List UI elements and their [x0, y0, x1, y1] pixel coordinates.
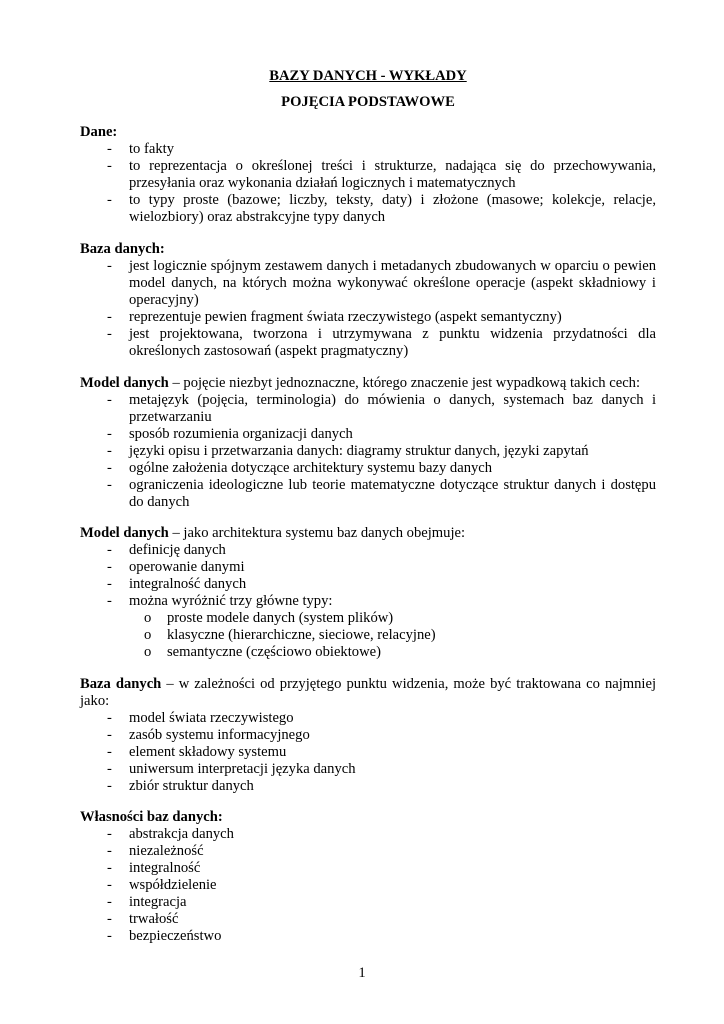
list-item: - definicję danych — [80, 542, 656, 559]
section-heading: Dane: — [80, 124, 118, 140]
list-item: - jest projektowana, tworzona i utrzymywana z punktu widzenia przydatności dla określonych zastosowań (aspekt pragmatyczny) — [80, 326, 656, 360]
term: Model danych — [80, 375, 169, 391]
list-item: - integralność danych — [80, 576, 656, 593]
list-item: - integralność — [80, 860, 656, 877]
sub-list-item: o semantyczne (częściowo obiektowe) — [80, 644, 656, 661]
list-item: - model świata rzeczywistego — [80, 710, 656, 727]
section-intro — [80, 525, 656, 542]
list-item: - można wyróżnić trzy główne typy: — [80, 593, 656, 610]
section-dane — [80, 124, 656, 226]
list-item: - jest logicznie spójnym zestawem danych i metadanych zbudowanych w oparciu o pewien model danych, na których można wykonywać określone operacje (aspekt składniowy i operacyjny) — [80, 258, 656, 309]
bullet-list — [80, 392, 656, 511]
list-item: - to fakty — [80, 141, 656, 158]
document-subtitle: POJĘCIA PODSTAWOWE — [281, 94, 455, 110]
list-item: - uniwersum interpretacji języka danych — [80, 761, 656, 778]
term: Baza danych — [80, 676, 162, 692]
section-baza-danych — [80, 241, 656, 360]
list-item: - integracja — [80, 894, 656, 911]
section-model-danych-architektura — [80, 525, 656, 661]
list-item: - trwałość — [80, 911, 656, 928]
section-baza-danych-punkt-widzenia — [80, 676, 656, 795]
section-intro — [80, 375, 656, 392]
bullet-list — [80, 542, 656, 661]
section-intro — [80, 676, 656, 710]
term-description: – jako architektura systemu baz danych obejmuje: — [168, 525, 466, 541]
section-heading: Baza danych: — [80, 241, 165, 257]
term: Model danych — [80, 525, 169, 541]
list-item: - ograniczenia ideologiczne lub teorie matematyczne dotyczące struktur danych i dostępu do danych — [80, 477, 656, 511]
section-heading: Własności baz danych: — [80, 809, 223, 825]
list-item: - to reprezentacja o określonej treści i strukturze, nadająca się do przechowywania, przesyłania oraz wykonania działań logicznych i matematycznych — [80, 158, 656, 192]
list-item: - zbiór struktur danych — [80, 778, 656, 795]
list-item: - metajęzyk (pojęcia, terminologia) do mówienia o danych, systemach baz danych i przetwarzaniu — [80, 392, 656, 426]
sub-list-item: o proste modele danych (system plików) — [80, 610, 656, 627]
list-item: - element składowy systemu — [80, 744, 656, 761]
list-item: - reprezentuje pewien fragment świata rzeczywistego (aspekt semantyczny) — [80, 309, 656, 326]
document-title: BAZY DANYCH - WYKŁADY — [269, 68, 467, 84]
section-model-danych-cechy — [80, 375, 656, 511]
bullet-list — [80, 141, 656, 226]
list-item: - języki opisu i przetwarzania danych: diagramy struktur danych, języki zapytań — [80, 443, 656, 460]
list-item: - operowanie danymi — [80, 559, 656, 576]
term-description: – pojęcie niezbyt jednoznaczne, którego znaczenie jest wypadkową takich cech: — [168, 375, 641, 391]
term-description: – w zależności od przyjętego punktu widzenia, może być traktowana co najmniej jako: — [80, 676, 657, 709]
list-item: - współdzielenie — [80, 877, 656, 894]
list-item: - abstrakcja danych — [80, 826, 656, 843]
list-item: - sposób rozumienia organizacji danych — [80, 426, 656, 443]
list-item: - to typy proste (bazowe; liczby, teksty, daty) i złożone (masowe; kolekcje, relacje, wielozbiory) oraz abstrakcyjne typy danych — [80, 192, 656, 226]
bullet-list — [80, 710, 656, 795]
list-item: - ogólne założenia dotyczące architektury systemu bazy danych — [80, 460, 656, 477]
bullet-list — [80, 258, 656, 360]
page-number: 1 — [358, 965, 366, 981]
section-wlasnosci — [80, 809, 656, 945]
sub-list-item: o klasyczne (hierarchiczne, sieciowe, relacyjne) — [80, 627, 656, 644]
list-item: - niezależność — [80, 843, 656, 860]
bullet-list — [80, 826, 656, 945]
list-item: - bezpieczeństwo — [80, 928, 656, 945]
list-item: - zasób systemu informacyjnego — [80, 727, 656, 744]
